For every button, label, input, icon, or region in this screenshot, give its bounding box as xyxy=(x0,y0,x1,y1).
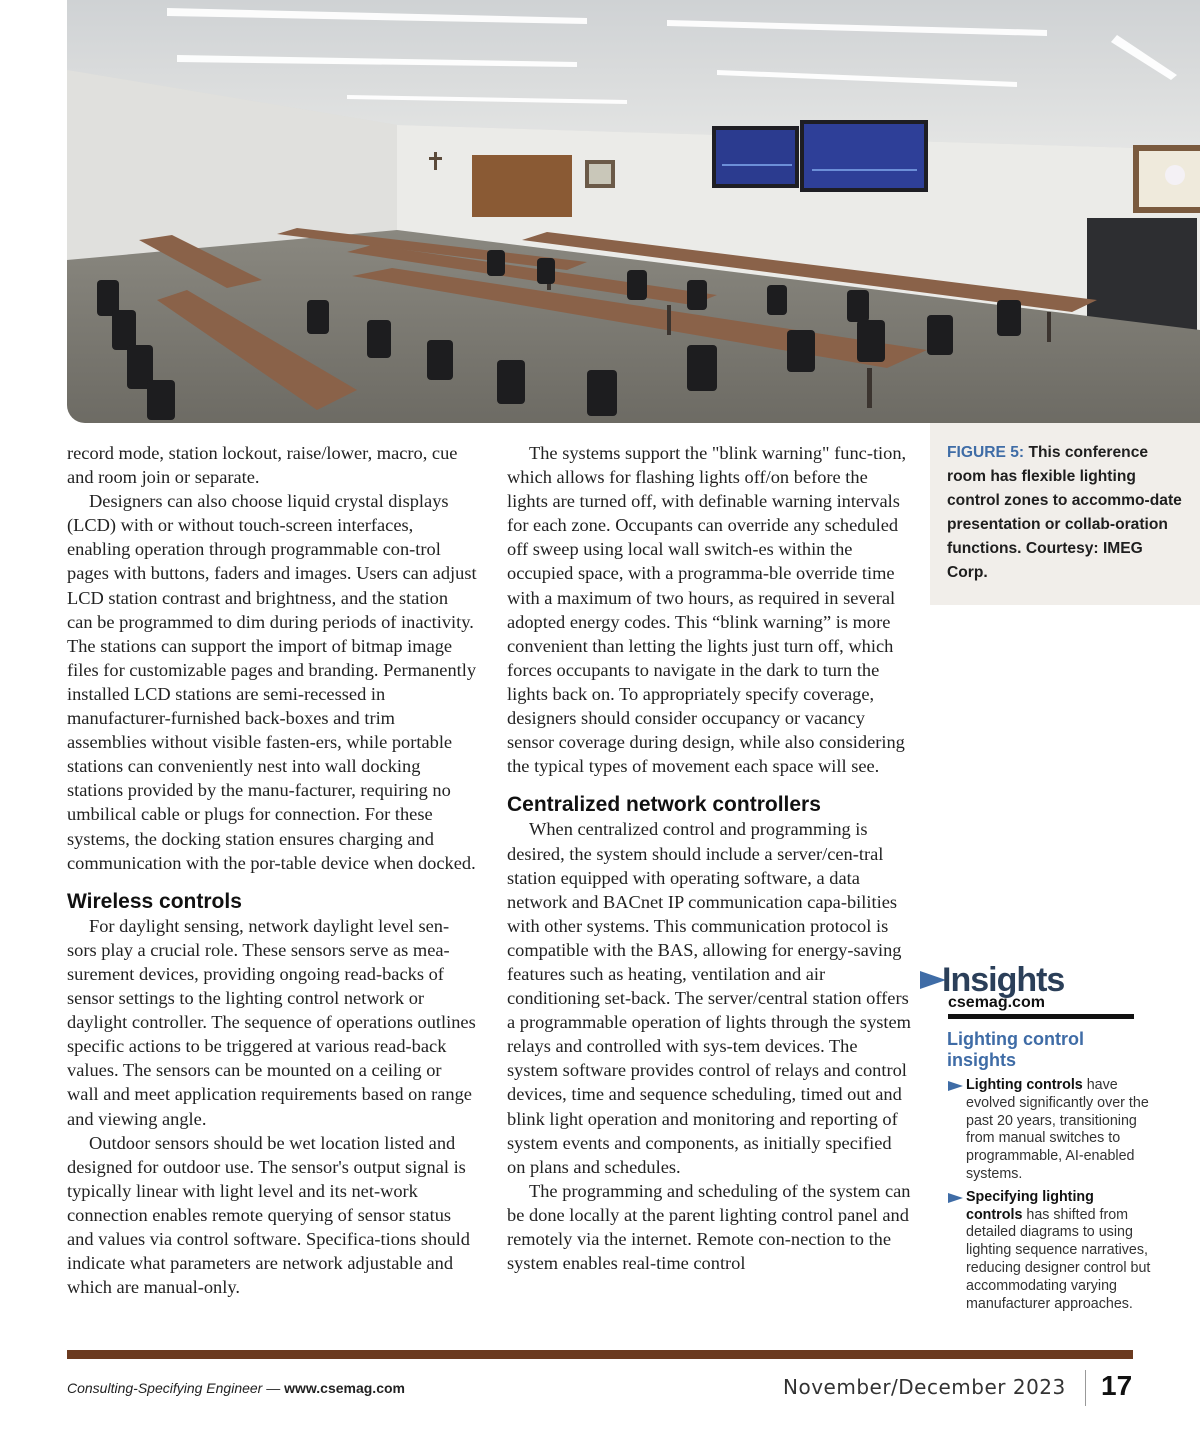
insight-text: has shifted from detailed diagrams to using lighting sequence narratives, reducing designer control but accommodating varying manufacturer approaches. xyxy=(966,1206,1151,1312)
list-item xyxy=(948,1189,1153,1314)
list-item xyxy=(948,1077,1153,1184)
section-heading-centralized: Centralized network controllers xyxy=(507,793,821,817)
divider xyxy=(948,1014,1134,1019)
triangle-bullet-icon xyxy=(948,1193,963,1203)
insight-bold: Lighting controls xyxy=(966,1077,1083,1093)
paragraph: The systems support the "blink warning" func-tion, which allows for flashing lights off/on before the lights are turned off, with definable warning intervals for each zone. Occupants can override any scheduled off sweep using local wall switch-es within the occupied space, with a programma-ble override time with a maximum of two hours, as required in several adopted energy codes. This “blink warning” is more convenient than letting the lights just turn off, which forces occupants to navigate in the dark to turn the lights back on. To appropriately specify coverage, designers should consider occupancy or vacancy sensor coverage during design, while also considering the typical types of movement each space will see. xyxy=(507,443,907,777)
insights-site: csemag.com xyxy=(948,994,1045,1011)
page-number: 17 xyxy=(1101,1370,1133,1401)
figure-caption xyxy=(947,441,1187,585)
photo-illustration xyxy=(67,0,1200,423)
issue-date: November/December 2023 xyxy=(783,1375,1066,1399)
insights-list xyxy=(948,1077,1153,1318)
footer-dash: — xyxy=(262,1380,285,1396)
footer-rule xyxy=(67,1350,1133,1359)
section-heading-wireless: Wireless controls xyxy=(67,889,242,913)
conference-room-photo xyxy=(67,0,1200,423)
footer-publication xyxy=(67,1380,405,1396)
article-column-1 xyxy=(67,441,477,1299)
insights-logo-word: Insights xyxy=(942,961,1065,999)
paragraph: Designers can also choose liquid crystal displays (LCD) with or without touch-screen interfaces, enabling operation through programmable con-trol pages with buttons, faders and images. Users can adjust LCD station contrast and brightness, and the station can be programmed to dim during periods of inactivity. The stations can support the import of bitmap image files for customizable pages and branding. Permanently installed LCD stations are semi-recessed in manufacturer-furnished back-boxes and trim assemblies without visible fasten-ers, while portable stations can conveniently nest into wall docking stations provided by the manu-facturer, requiring no umbilical cable or plugs for connection. For these systems, the docking station ensures charging and communication with the por-table device when docked. xyxy=(67,491,477,873)
article-column-2 xyxy=(507,441,912,1275)
footer-site-link[interactable]: www.csemag.com xyxy=(284,1380,405,1396)
figure-label: FIGURE 5: xyxy=(947,444,1025,461)
paragraph: record mode, station lockout, raise/lower, macro, cue and room join or separate. xyxy=(67,443,458,488)
triangle-bullet-icon xyxy=(948,1081,963,1091)
paragraph: The programming and scheduling of the system can be done locally at the parent lighting control panel and remotely via the internet. Remote con-nection to the system enables real-time control xyxy=(507,1180,911,1274)
insight-bold: Specifying lighting controls xyxy=(966,1188,1094,1223)
paragraph: When centralized control and programming is desired, the system should include a server/cen-tral station equipped with operating software, a data network and BACnet IP communication capa-bilities with other systems. This communication protocol is compatible with the BAS, allowing for energy-saving features such as heating, ventilation and air conditioning set-back. The server/central station offers a programmable operation of lights through the system relays and controlled with sys-tem devices. The system software provides control of relays and control devices, time and sequence scheduling, timed out and blink light operation and monitoring and reporting of system events and components, as initially specified on plans and schedules. xyxy=(507,819,911,1177)
paragraph: For daylight sensing, network daylight level sen-sors play a crucial role. These sensors serve as mea-surement devices, providing ongoing read-backs of sensor settings to the lighting control network or daylight controller. The sequence of operations outlines specific actions to be triggered at various read-back values. The sensors can be mounted on a ceiling or wall and meet application requirements based on range and viewing angle. xyxy=(67,915,476,1129)
publication-name: Consulting-Specifying Engineer xyxy=(67,1380,263,1396)
footer-divider xyxy=(1085,1370,1086,1406)
insight-text: have evolved significantly over the past 20 years, transitioning from manual switches to programmable, AI-enabled systems. xyxy=(966,1077,1149,1182)
insights-title: Lighting control insights xyxy=(947,1029,1084,1070)
insights-logo xyxy=(920,961,1160,1011)
insights-sidebar xyxy=(920,961,1160,1312)
paragraph: Outdoor sensors should be wet location listed and designed for outdoor use. The sensor's output signal is typically linear with light level and its net-work connection enables remote querying of sensor status and values via control software. Specifica-tions should indicate what parameters are network adjustable and which are manual-only. xyxy=(67,1132,470,1298)
figure-caption-box xyxy=(930,423,1200,605)
figure-caption-text: This conference room has flexible lighting control zones to accommo-date presentation or collab-oration functions. Courtesy: IMEG Corp. xyxy=(947,444,1182,581)
